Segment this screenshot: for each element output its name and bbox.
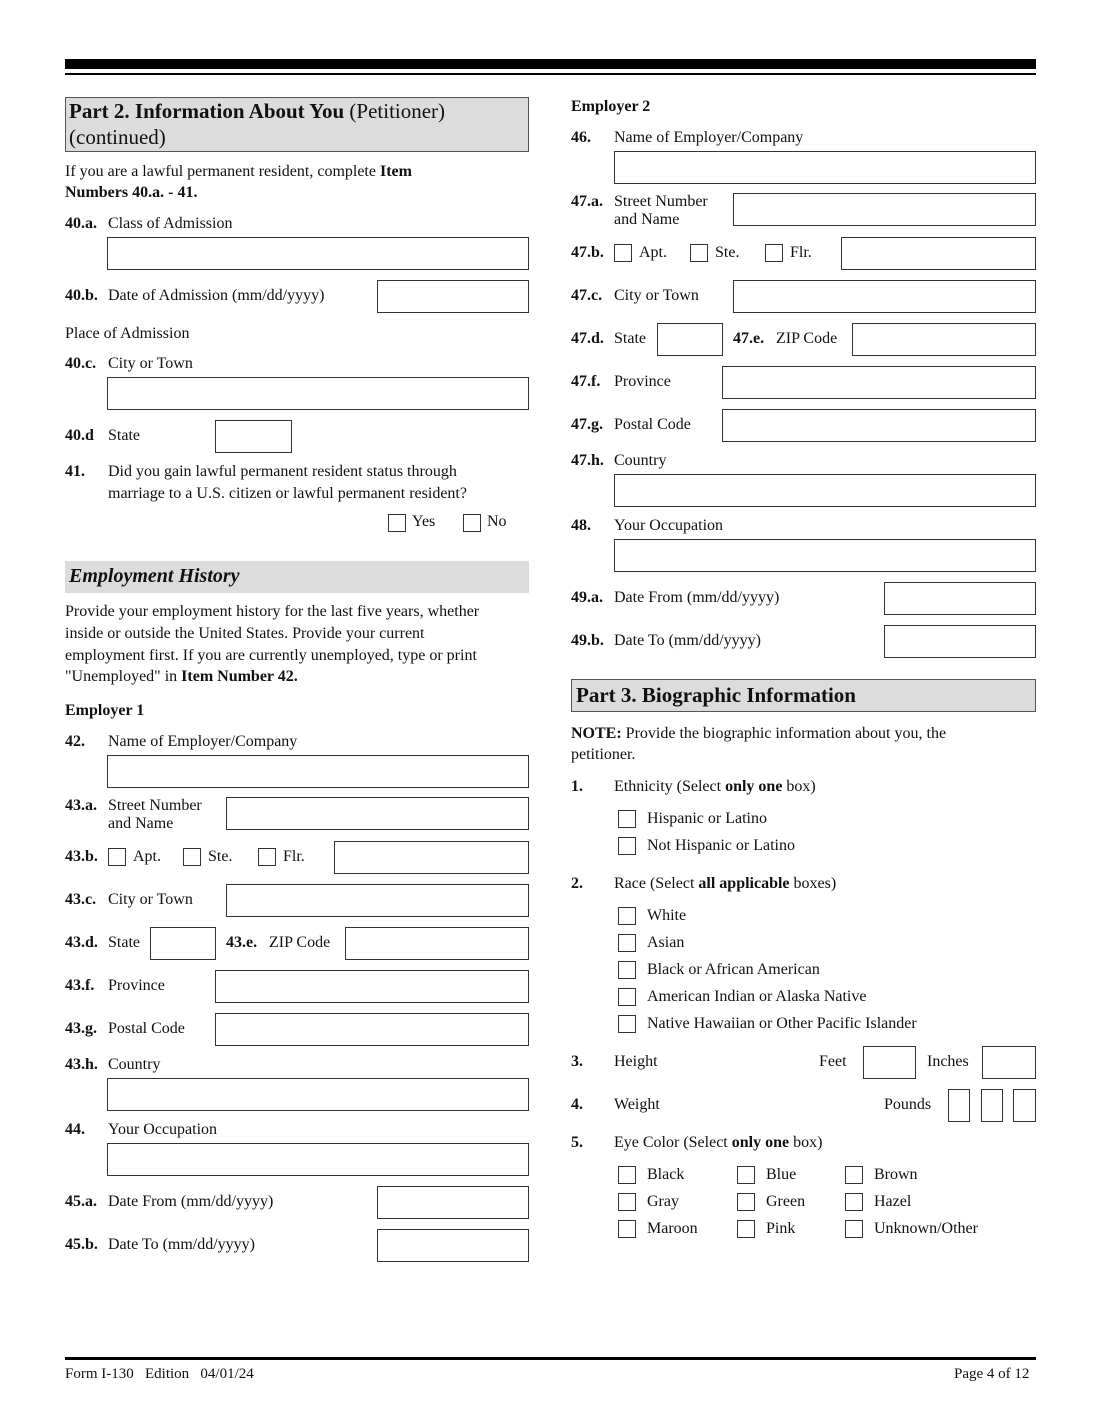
weight-digit-2[interactable] <box>981 1089 1003 1122</box>
employer2-date-to-field[interactable] <box>884 625 1036 658</box>
item-num-42: 42. <box>65 733 85 750</box>
item-num-43g: 43.g. <box>65 1020 97 1037</box>
eye-pink-checkbox[interactable] <box>737 1220 755 1238</box>
employer2-state-label: State <box>614 330 646 347</box>
part2-title-continued: (continued) <box>69 125 166 149</box>
employer1-postal-field[interactable] <box>215 1013 529 1046</box>
employer2-postal-label: Postal Code <box>614 416 691 433</box>
employer1-postal-label: Postal Code <box>108 1020 185 1037</box>
weight-label: Weight <box>614 1096 660 1113</box>
item-num-43a: 43.a. <box>65 797 97 814</box>
employer2-ste-label: Ste. <box>715 244 740 261</box>
place-of-admission-label: Place of Admission <box>65 325 190 342</box>
employer1-street-label-1: Street Number <box>108 797 202 814</box>
eye-black-label: Black <box>647 1166 685 1183</box>
employer1-occupation-label: Your Occupation <box>108 1121 218 1138</box>
lpr-intro-items: Numbers 40.a. - 41. <box>65 184 198 201</box>
employer1-street-label-2: and Name <box>108 815 174 832</box>
race-white-label: White <box>647 907 687 924</box>
eye-maroon-checkbox[interactable] <box>618 1220 636 1238</box>
employer1-flr-label: Flr. <box>283 848 305 865</box>
admission-state-field[interactable] <box>215 420 292 453</box>
employer2-flr-label: Flr. <box>790 244 812 261</box>
footer-page-number: Page 4 of 12 <box>954 1366 1030 1382</box>
race-label: Race (Select all applicable boxes) <box>614 875 837 892</box>
race-white-checkbox[interactable] <box>618 907 636 925</box>
employer1-state-field[interactable] <box>150 927 216 960</box>
employer2-apt-label: Apt. <box>639 244 667 261</box>
admission-city-label: City or Town <box>108 355 193 372</box>
eye-green-label: Green <box>766 1193 806 1210</box>
ethnicity-not-hispanic-checkbox[interactable] <box>618 837 636 855</box>
inches-label: Inches <box>927 1053 969 1070</box>
item-num-p3-5: 5. <box>571 1134 583 1151</box>
race-american-indian-label: American Indian or Alaska Native <box>647 988 867 1005</box>
eye-pink-label: Pink <box>766 1220 796 1237</box>
employer1-ste-checkbox[interactable] <box>183 848 201 866</box>
employer1-city-field[interactable] <box>226 884 529 917</box>
eye-hazel-checkbox[interactable] <box>845 1193 863 1211</box>
item-num-47d: 47.d. <box>571 330 604 347</box>
item-num-47h: 47.h. <box>571 452 604 469</box>
eye-blue-label: Blue <box>766 1166 797 1183</box>
eye-brown-checkbox[interactable] <box>845 1166 863 1184</box>
part3-note-1: NOTE: Provide the biographic information about you, the <box>571 725 947 742</box>
employment-instructions-2: inside or outside the United States. Provide your current <box>65 625 425 642</box>
lpr-marriage-no-checkbox[interactable] <box>463 514 481 532</box>
race-pacific-islander-checkbox[interactable] <box>618 1015 636 1033</box>
item-num-43f: 43.f. <box>65 977 95 994</box>
employer2-zip-field[interactable] <box>852 323 1036 356</box>
employer1-unit-field[interactable] <box>334 841 529 874</box>
part3-title: Part 3. Biographic Information <box>576 683 856 707</box>
eye-unknown-label: Unknown/Other <box>874 1220 978 1237</box>
employer1-country-field[interactable] <box>107 1078 529 1111</box>
eye-unknown-checkbox[interactable] <box>845 1220 863 1238</box>
employer1-zip-field[interactable] <box>345 927 529 960</box>
race-pacific-islander-label: Native Hawaiian or Other Pacific Islander <box>647 1015 917 1032</box>
race-black-checkbox[interactable] <box>618 961 636 979</box>
employer1-state-label: State <box>108 934 140 951</box>
item-num-47b: 47.b. <box>571 244 604 261</box>
item-num-p3-2: 2. <box>571 875 583 892</box>
item-num-p3-1: 1. <box>571 778 583 795</box>
eye-gray-label: Gray <box>647 1193 679 1210</box>
item-num-45a: 45.a. <box>65 1193 97 1210</box>
employer2-street-label-1: Street Number <box>614 193 708 210</box>
employer2-state-field[interactable] <box>657 323 723 356</box>
top-rule-thin <box>65 73 1036 75</box>
employer1-name-field[interactable] <box>107 755 529 788</box>
item-num-40d: 40.d <box>65 427 94 444</box>
date-of-admission-label: Date of Admission (mm/dd/yyyy) <box>108 287 325 304</box>
lpr-marriage-question-1: Did you gain lawful permanent resident status through <box>108 463 457 480</box>
lpr-intro: If you are a lawful permanent resident, complete Item <box>65 163 412 180</box>
eye-hazel-label: Hazel <box>874 1193 912 1210</box>
weight-digit-3[interactable] <box>1013 1089 1036 1122</box>
eye-green-checkbox[interactable] <box>737 1193 755 1211</box>
item-num-43c: 43.c. <box>65 891 97 908</box>
lpr-marriage-question-2: marriage to a U.S. citizen or lawful permanent resident? <box>108 485 467 502</box>
class-of-admission-field[interactable] <box>107 237 529 270</box>
employer2-date-from-label: Date From (mm/dd/yyyy) <box>614 589 780 606</box>
item-num-43d: 43.d. <box>65 934 98 951</box>
height-inches-field[interactable] <box>982 1046 1036 1079</box>
pounds-label: Pounds <box>884 1096 932 1113</box>
item-num-43h: 43.h. <box>65 1056 98 1073</box>
feet-label: Feet <box>819 1053 847 1070</box>
employer2-ste-checkbox[interactable] <box>690 244 708 262</box>
employment-history-title: Employment History <box>69 565 240 587</box>
part3-note-2: petitioner. <box>571 746 636 763</box>
weight-digit-1[interactable] <box>948 1089 970 1122</box>
item-num-40b: 40.b. <box>65 287 98 304</box>
employer1-street-field[interactable] <box>226 797 529 830</box>
employer-2-heading: Employer 2 <box>571 98 651 115</box>
employer2-occupation-label: Your Occupation <box>614 517 724 534</box>
item-num-46: 46. <box>571 129 591 146</box>
item-num-40c: 40.c. <box>65 355 97 372</box>
footer-rule <box>65 1357 1036 1360</box>
employer2-name-label: Name of Employer/Company <box>614 129 804 146</box>
item-num-47f: 47.f. <box>571 373 601 390</box>
item-num-47g: 47.g. <box>571 416 603 433</box>
employment-instructions-1: Provide your employment history for the last five years, whether <box>65 603 480 620</box>
item-num-p3-4: 4. <box>571 1096 583 1113</box>
employer1-apt-checkbox[interactable] <box>108 848 126 866</box>
part2-title: Part 2. Information About You (Petitioner) <box>69 99 446 123</box>
employer2-province-label: Province <box>614 373 671 390</box>
employer2-postal-field[interactable] <box>722 409 1036 442</box>
no-label: No <box>487 513 507 530</box>
race-black-label: Black or African American <box>647 961 820 978</box>
employer2-street-label-2: and Name <box>614 211 680 228</box>
admission-city-field[interactable] <box>107 377 529 410</box>
employer2-zip-label: ZIP Code <box>776 330 838 347</box>
employer1-name-label: Name of Employer/Company <box>108 733 298 750</box>
employer1-ste-label: Ste. <box>208 848 233 865</box>
employer1-zip-label: ZIP Code <box>269 934 331 951</box>
employer2-apt-checkbox[interactable] <box>614 244 632 262</box>
employer1-date-to-label: Date To (mm/dd/yyyy) <box>108 1236 256 1253</box>
employer-1-heading: Employer 1 <box>65 702 145 719</box>
height-label: Height <box>614 1053 658 1070</box>
employer1-date-from-label: Date From (mm/dd/yyyy) <box>108 1193 274 1210</box>
ethnicity-label: Ethnicity (Select only one box) <box>614 778 816 795</box>
employment-instructions-3: employment first. If you are currently unemployed, type or print <box>65 647 477 664</box>
employer2-country-label: Country <box>614 452 667 469</box>
top-rule-thick <box>65 59 1036 69</box>
race-asian-checkbox[interactable] <box>618 934 636 952</box>
employer2-date-from-field[interactable] <box>884 582 1036 615</box>
yes-label: Yes <box>412 513 436 530</box>
employer2-country-field[interactable] <box>614 474 1036 507</box>
footer-form-edition: Form I-130 Edition 04/01/24 <box>65 1366 254 1382</box>
item-num-44: 44. <box>65 1121 85 1138</box>
employer2-date-to-label: Date To (mm/dd/yyyy) <box>614 632 762 649</box>
height-feet-field[interactable] <box>863 1046 916 1079</box>
item-num-47a: 47.a. <box>571 193 603 210</box>
ethnicity-hispanic-label: Hispanic or Latino <box>647 810 767 827</box>
eye-blue-checkbox[interactable] <box>737 1166 755 1184</box>
employer1-country-label: Country <box>108 1056 161 1073</box>
employer2-street-field[interactable] <box>733 193 1036 226</box>
employer2-name-field[interactable] <box>614 151 1036 184</box>
employer1-occupation-field[interactable] <box>107 1143 529 1176</box>
race-asian-label: Asian <box>647 934 685 951</box>
employer2-city-label: City or Town <box>614 287 699 304</box>
employer2-city-field[interactable] <box>733 280 1036 313</box>
item-num-43b: 43.b. <box>65 848 98 865</box>
eye-black-checkbox[interactable] <box>618 1166 636 1184</box>
ethnicity-hispanic-checkbox[interactable] <box>618 810 636 828</box>
employer1-apt-label: Apt. <box>133 848 161 865</box>
employer2-province-field[interactable] <box>722 366 1036 399</box>
item-num-47c: 47.c. <box>571 287 603 304</box>
admission-state-label: State <box>108 427 140 444</box>
employer2-unit-field[interactable] <box>841 237 1036 270</box>
item-num-43e: 43.e. <box>226 934 258 951</box>
employment-instructions-4: "Unemployed" in Item Number 42. <box>65 668 298 685</box>
ethnicity-not-hispanic-label: Not Hispanic or Latino <box>647 837 795 854</box>
employer2-occupation-field[interactable] <box>614 539 1036 572</box>
lpr-marriage-yes-checkbox[interactable] <box>388 514 406 532</box>
item-num-45b: 45.b. <box>65 1236 98 1253</box>
item-num-49b: 49.b. <box>571 632 604 649</box>
date-of-admission-field[interactable] <box>377 280 529 313</box>
item-num-41: 41. <box>65 463 85 480</box>
eye-gray-checkbox[interactable] <box>618 1193 636 1211</box>
item-num-p3-3: 3. <box>571 1053 583 1070</box>
employer1-province-label: Province <box>108 977 165 994</box>
eye-brown-label: Brown <box>874 1166 918 1183</box>
eye-color-label: Eye Color (Select only one box) <box>614 1134 823 1151</box>
employer2-flr-checkbox[interactable] <box>765 244 783 262</box>
item-num-47e: 47.e. <box>733 330 765 347</box>
item-num-40a: 40.a. <box>65 215 97 232</box>
employer1-date-from-field[interactable] <box>377 1186 529 1219</box>
employer1-city-label: City or Town <box>108 891 193 908</box>
class-of-admission-label: Class of Admission <box>108 215 233 232</box>
employer1-province-field[interactable] <box>215 970 529 1003</box>
race-american-indian-checkbox[interactable] <box>618 988 636 1006</box>
item-num-49a: 49.a. <box>571 589 603 606</box>
employer1-flr-checkbox[interactable] <box>258 848 276 866</box>
item-num-48: 48. <box>571 517 591 534</box>
eye-maroon-label: Maroon <box>647 1220 698 1237</box>
employer1-date-to-field[interactable] <box>377 1229 529 1262</box>
